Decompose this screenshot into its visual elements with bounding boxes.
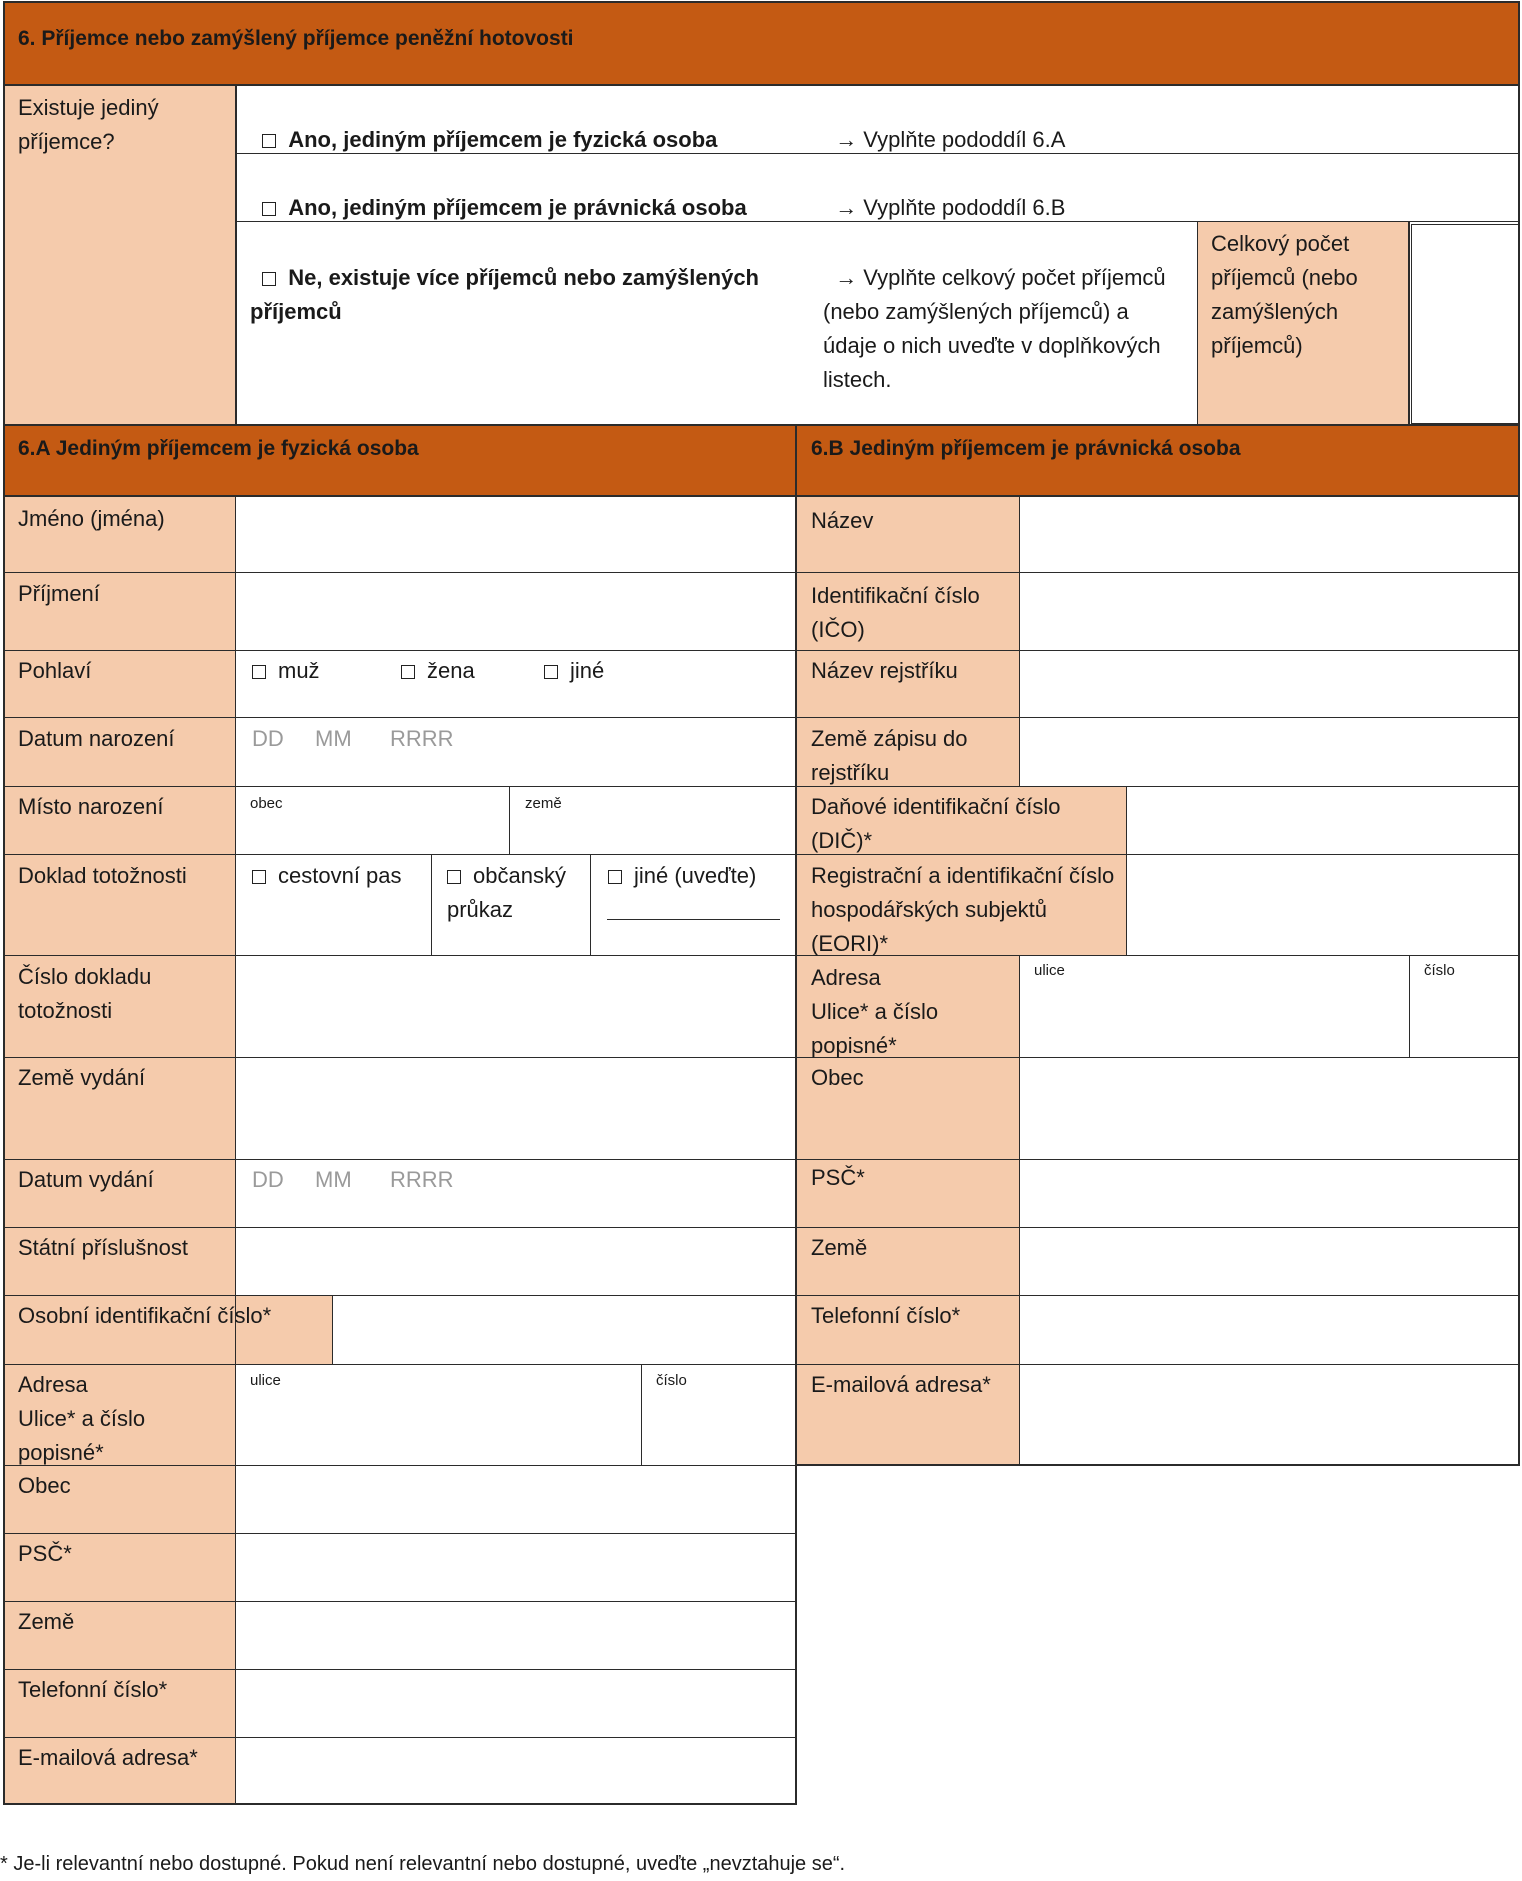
6a-id-other-underline[interactable]: [607, 919, 780, 920]
6a-address-label: Adresa Ulice* a číslo popisné*: [18, 1372, 146, 1465]
6a-zip-label: PSČ*: [18, 1541, 72, 1566]
6b-zip-label: PSČ*: [811, 1165, 865, 1190]
6a-email-input[interactable]: [237, 1739, 794, 1802]
option-b-instruction: → Vyplňte pododdíl 6.B: [835, 195, 1066, 220]
6b-name-label: Název: [811, 508, 874, 533]
6a-pob-country-hint: země: [525, 795, 562, 812]
6b-reg-country-input[interactable]: [1021, 719, 1517, 785]
6a-phone-input[interactable]: [237, 1671, 794, 1736]
checkbox-icon[interactable]: [262, 134, 276, 148]
6a-number-hint: číslo: [656, 1372, 687, 1389]
6a-city-label: Obec: [18, 1473, 71, 1498]
6b-country-input[interactable]: [1021, 1229, 1517, 1294]
6b-address-label: Adresa Ulice* a číslo popisné*: [811, 965, 939, 1058]
checkbox-icon[interactable]: [401, 665, 415, 679]
6a-nationality-input[interactable]: [237, 1229, 794, 1294]
6b-registry-input[interactable]: [1021, 652, 1517, 716]
6a-personal-id-label: Osobní identifikační číslo*: [18, 1303, 272, 1328]
6a-street-hint: ulice: [250, 1372, 281, 1389]
6a-issue-country-label: Země vydání: [18, 1065, 146, 1090]
6b-phone-input[interactable]: [1021, 1297, 1517, 1363]
subsection-6a-title: 6.A Jediným příjemcem je fyzická osoba: [18, 437, 419, 460]
6a-nationality-label: Státní příslušnost: [18, 1235, 188, 1260]
option-c-multiple-recipients[interactable]: Ne, existuje více příjemců nebo zamýšlených příjemců: [250, 265, 766, 324]
6b-dic-input[interactable]: [1128, 788, 1517, 853]
6a-id-doc-label: Doklad totožnosti: [18, 863, 187, 888]
6a-issue-day-placeholder[interactable]: DD: [252, 1167, 284, 1192]
single-recipient-question: Existuje jediný příjemce?: [18, 95, 165, 154]
6a-sex-female-option[interactable]: žena: [401, 654, 475, 688]
footnote: * Je-li relevantní nebo dostupné. Pokud není relevantní nebo dostupné, uveďte „nevztahuje se“.: [0, 1853, 846, 1875]
6b-city-label: Obec: [811, 1065, 864, 1090]
6a-pob-label: Místo narození: [18, 794, 164, 819]
arrow-right-icon: →: [835, 195, 858, 220]
6b-email-label: E-mailová adresa*: [811, 1372, 991, 1397]
6a-dob-year-placeholder[interactable]: RRRR: [390, 726, 454, 751]
6a-country-input[interactable]: [237, 1603, 794, 1668]
6a-name-input[interactable]: [237, 498, 794, 571]
total-count-input[interactable]: [1413, 226, 1517, 422]
6a-id-number-input[interactable]: [237, 957, 794, 1056]
6b-dic-label: Daňové identifikační číslo (DIČ)*: [811, 794, 1067, 853]
checkbox-icon[interactable]: [262, 202, 276, 216]
6a-personal-id-input[interactable]: [334, 1297, 794, 1363]
arrow-right-icon: →: [835, 265, 858, 290]
6a-dob-month-placeholder[interactable]: MM: [315, 726, 352, 751]
6b-email-input[interactable]: [1021, 1366, 1517, 1463]
6a-sex-male-option[interactable]: muž: [252, 654, 320, 688]
total-count-label: Celkový počet příjemců (nebo zamýšlených příjemců): [1211, 231, 1364, 358]
6b-ico-input[interactable]: [1021, 574, 1517, 649]
6a-surname-input[interactable]: [237, 574, 794, 649]
option-b-legal-person[interactable]: Ano, jediným příjemcem je právnická osoba: [250, 157, 747, 225]
6a-issue-date-label: Datum vydání: [18, 1167, 154, 1192]
arrow-right-icon: →: [835, 127, 858, 152]
checkbox-icon[interactable]: [252, 665, 266, 679]
6a-issue-month-placeholder[interactable]: MM: [315, 1167, 352, 1192]
checkbox-icon[interactable]: [544, 665, 558, 679]
6b-eori-input[interactable]: [1128, 856, 1517, 954]
6a-country-label: Země: [18, 1609, 75, 1634]
6a-id-number-label: Číslo dokladu totožnosti: [18, 964, 158, 1023]
6b-reg-country-label: Země zápisu do rejstříku: [811, 726, 974, 785]
section6-title: 6. Příjemce nebo zamýšlený příjemce peněžní hotovosti: [18, 27, 574, 50]
6a-dob-label: Datum narození: [18, 726, 175, 751]
6a-id-other-option[interactable]: jiné (uveďte): [608, 859, 756, 893]
checkbox-icon[interactable]: [262, 272, 276, 286]
6b-country-label: Země: [811, 1235, 868, 1260]
option-a-natural-person[interactable]: Ano, jediným příjemcem je fyzická osoba: [250, 89, 717, 157]
6a-zip-input[interactable]: [237, 1535, 794, 1600]
option-a-instruction: → Vyplňte pododdíl 6.A: [835, 127, 1066, 152]
6a-issue-country-input[interactable]: [237, 1059, 794, 1158]
6b-phone-label: Telefonní číslo*: [811, 1303, 961, 1328]
6b-number-hint: číslo: [1424, 962, 1455, 979]
6a-id-card-option[interactable]: občanský průkaz: [447, 863, 573, 922]
6a-sex-label: Pohlaví: [18, 658, 92, 683]
6b-registry-label: Název rejstříku: [811, 658, 958, 683]
6b-street-hint: ulice: [1034, 962, 1065, 979]
6a-pob-city-hint: obec: [250, 795, 283, 812]
6a-email-label: E-mailová adresa*: [18, 1745, 198, 1770]
option-c-instruction: → Vyplňte celkový počet příjemců (nebo zamýšlených příjemců) a údaje o nich uveďte v doplňkových listech.: [823, 265, 1172, 392]
6a-surname-label: Příjmení: [18, 581, 100, 606]
6b-ico-label: Identifikační číslo (IČO): [811, 583, 986, 642]
checkbox-icon[interactable]: [252, 870, 266, 884]
6a-id-passport-option[interactable]: cestovní pas: [252, 859, 402, 893]
6a-issue-year-placeholder[interactable]: RRRR: [390, 1167, 454, 1192]
6b-zip-input[interactable]: [1021, 1161, 1517, 1226]
6b-name-input[interactable]: [1021, 498, 1517, 571]
6a-city-input[interactable]: [237, 1467, 794, 1532]
6b-city-input[interactable]: [1021, 1059, 1517, 1158]
checkbox-icon[interactable]: [447, 870, 461, 884]
checkbox-icon[interactable]: [608, 870, 622, 884]
6b-eori-label: Registrační a identifikační číslo hospodářských subjektů (EORI)*: [811, 863, 1121, 956]
6a-sex-other-option[interactable]: jiné: [544, 654, 604, 688]
6a-phone-label: Telefonní číslo*: [18, 1677, 168, 1702]
6a-dob-day-placeholder[interactable]: DD: [252, 726, 284, 751]
6a-name-label: Jméno (jména): [18, 506, 165, 531]
subsection-6b-title: 6.B Jediným příjemcem je právnická osoba: [811, 437, 1241, 460]
